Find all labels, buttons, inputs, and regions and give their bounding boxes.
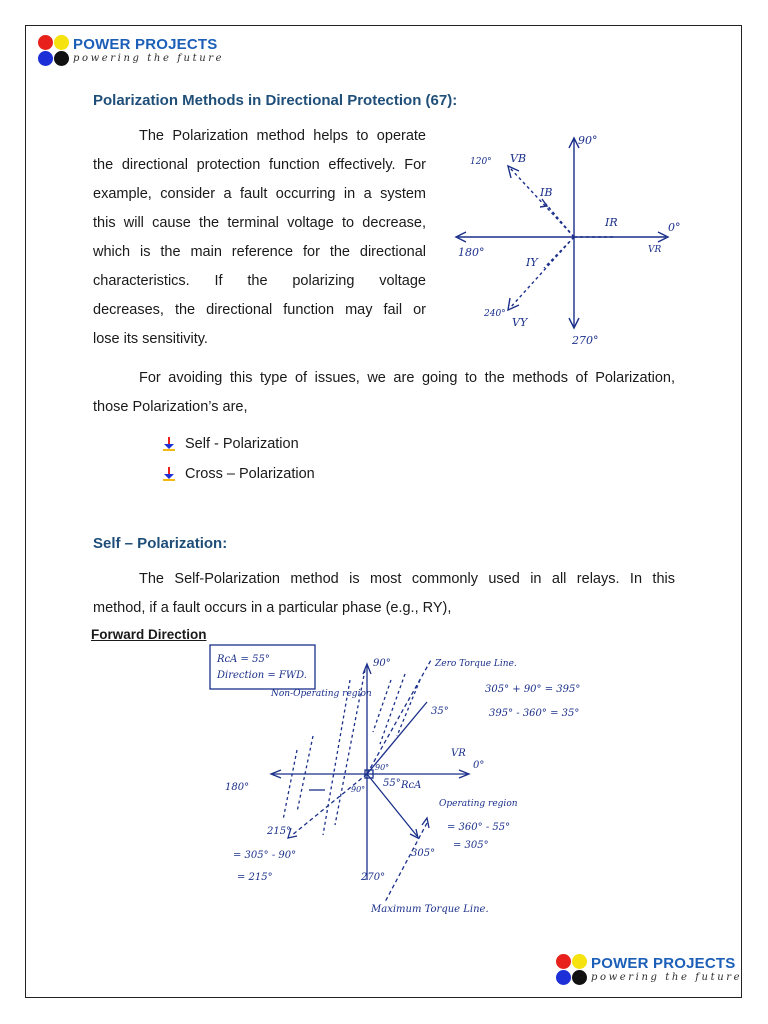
arrow-bullet-icon xyxy=(162,437,176,451)
label-vy: VY xyxy=(512,316,528,329)
calc-3: = 360° - 55° xyxy=(447,822,511,833)
calc-6: = 215° xyxy=(237,872,273,883)
label-90-lower: 90° xyxy=(351,785,366,794)
phasor-ib xyxy=(546,204,574,237)
zero-torque-line xyxy=(367,660,431,774)
para2-line: those Polarization’s are, xyxy=(93,399,248,415)
self-line: method, if a fault occurs in a particular phase (e.g., RY), xyxy=(93,600,452,616)
label-90-inner: 90° xyxy=(375,763,390,772)
brand-logo-top xyxy=(38,35,224,66)
brand-name: POWER PROJECTS xyxy=(73,36,218,53)
label-ir: IR xyxy=(605,216,618,229)
bullet-cross-polarization xyxy=(162,466,315,482)
forward-direction-diagram xyxy=(205,640,645,920)
phasor-diagram xyxy=(448,126,708,356)
label-vr: VR xyxy=(648,245,662,255)
label-270: 270° xyxy=(572,334,599,347)
label-ib: IB xyxy=(540,186,553,199)
calc-2: 395° - 360° = 35° xyxy=(489,708,580,719)
para1-line: characteristics. If the polarizing voltage xyxy=(93,273,426,289)
label-zero-torque: Zero Torque Line. xyxy=(435,659,517,669)
label-vr: VR xyxy=(451,748,466,759)
calc-4: = 305° xyxy=(453,840,489,851)
polarization-paragraph-1 xyxy=(93,122,426,354)
para2-line: For avoiding this type of issues, we are going to the methods of Polarization, xyxy=(139,370,675,386)
label-0: 0° xyxy=(473,760,485,771)
brand-tagline: powering the future xyxy=(591,972,743,983)
arrow-bullet-icon xyxy=(162,467,176,481)
label-180: 180° xyxy=(225,782,250,793)
section-title-self-polarization: Self – Polarization: xyxy=(93,535,228,552)
label-90: 90° xyxy=(578,134,598,147)
label-240: 240° xyxy=(484,309,506,319)
logo-dots-icon xyxy=(556,954,587,985)
para1-line: The Polarization method helps to operate xyxy=(139,128,426,144)
label-0: 0° xyxy=(668,221,681,234)
label-operating: Operating region xyxy=(439,799,518,809)
para1-line: the directional protection function effectively. For xyxy=(93,157,426,173)
label-non-operating: Non-Operating region xyxy=(271,689,372,699)
rca-box xyxy=(210,645,315,689)
label-max-torque: Maximum Torque Line. xyxy=(371,904,489,915)
self-polarization-paragraph xyxy=(93,565,675,623)
label-rca: RcA xyxy=(401,780,422,791)
self-line: The Self-Polarization method is most commonly used in all relays. In this xyxy=(139,571,675,587)
forward-direction-label: Forward Direction xyxy=(91,627,207,642)
label-55: 55° xyxy=(383,778,401,789)
hatch-4 xyxy=(397,680,420,736)
label-35: 35° xyxy=(431,706,449,717)
brand-name: POWER PROJECTS xyxy=(591,955,736,972)
para1-line: lose its sensitivity. xyxy=(93,331,208,347)
brand-tagline: powering the future xyxy=(73,53,225,64)
hatch-5 xyxy=(373,680,391,732)
logo-dots-icon xyxy=(38,35,69,66)
label-305: 305° xyxy=(411,848,436,859)
label-270: 270° xyxy=(361,872,386,883)
para1-line: this will cause the terminal voltage to decrease, xyxy=(93,215,426,231)
rca-box-line2: Direction = FWD. xyxy=(217,670,307,681)
bullet-label: Cross – Polarization xyxy=(185,466,315,482)
para1-line: example, consider a fault occurring in a system xyxy=(93,186,426,202)
label-120: 120° xyxy=(470,157,492,167)
calc-5: = 305° - 90° xyxy=(233,850,297,861)
bullet-label: Self - Polarization xyxy=(185,436,299,452)
label-180: 180° xyxy=(458,246,485,259)
para1-line: decreases, the directional function may fail or xyxy=(93,302,426,318)
label-215: 215° xyxy=(267,826,292,837)
phasor-ib-arrow xyxy=(540,199,547,207)
label-vb: VB xyxy=(510,152,527,165)
phasor-vb-arrow xyxy=(508,166,519,178)
bullet-self-polarization xyxy=(162,436,299,452)
brand-logo-bottom xyxy=(556,954,742,985)
calc-1: 305° + 90° = 395° xyxy=(485,684,581,695)
polarization-paragraph-2 xyxy=(93,364,675,422)
label-90: 90° xyxy=(373,658,391,669)
section-title-polarization: Polarization Methods in Directional Protection (67): xyxy=(93,92,458,109)
rca-phasor-arrow xyxy=(410,829,418,838)
label-iy: IY xyxy=(526,256,538,269)
phasor-iy xyxy=(544,237,574,268)
max-torque-line xyxy=(385,823,427,902)
hatch-1 xyxy=(323,680,350,835)
hatch-7 xyxy=(283,750,297,820)
rca-box-line1: RcA = 55° xyxy=(217,654,270,665)
para1-line: which is the main reference for the directional xyxy=(93,244,426,260)
